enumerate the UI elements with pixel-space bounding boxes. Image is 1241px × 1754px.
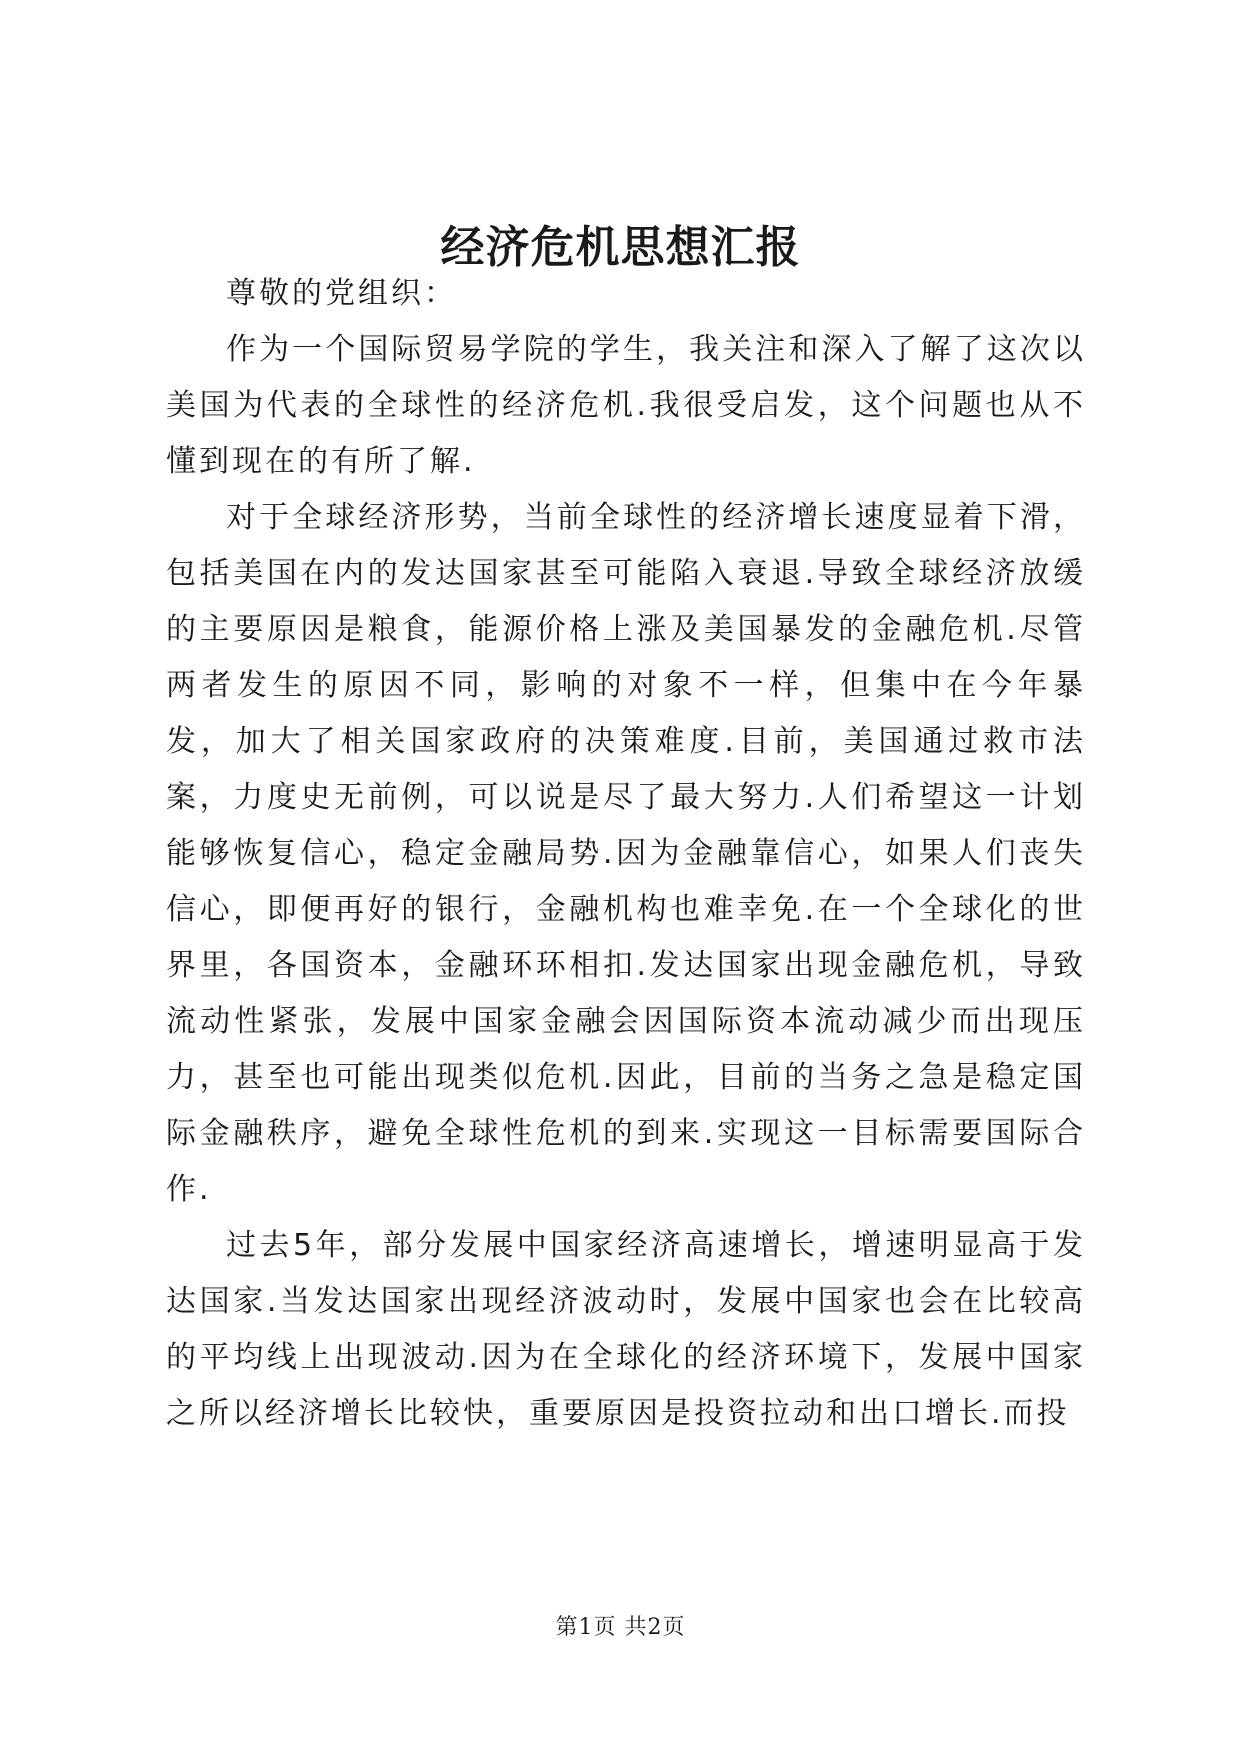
body-paragraph: 作为一个国际贸易学院的学生，我关注和深入了解了这次以美国为代表的全球性的经济危机.我很受启发，这个问题也从不懂到现在的有所了解. <box>166 332 1086 479</box>
document-body <box>166 266 1086 1442</box>
body-paragraph: 过去5年，部分发展中国家经济高速增长，增速明显高于发达国家.当发达国家出现经济波动时，发展中国家也会在比较高的平均线上出现波动.因为在全球化的经济环境下，发展中国家之所以经济增长比较快，重要原因是投资拉动和出口增长.而投 <box>166 1228 1086 1431</box>
salutation-paragraph: 尊敬的党组织： <box>226 276 457 311</box>
page-number-footer: 第1页 共2页 <box>555 1615 686 1640</box>
body-paragraph: 对于全球经济形势，当前全球性的经济增长速度显着下滑，包括美国在内的发达国家甚至可能陷入衰退.导致全球经济放缓的主要原因是粮食，能源价格上涨及美国暴发的金融危机.尽管两者发生的原因不同，影响的对象不一样，但集中在今年暴发，加大了相关国家政府的决策难度.目前，美国通过救市法案，力度史无前例，可以说是尽了最大努力.人们希望这一计划能够恢复信心，稳定金融局势.因为金融靠信心，如果人们丧失信心，即便再好的银行，金融机构也难幸免.在一个全球化的世界里，各国资本，金融环环相扣.发达国家出现金融危机，导致流动性紧张，发展中国家金融会因国际资本流动减少而出现压力，甚至也可能出现类似危机.因此，目前的当务之急是稳定国际金融秩序，避免全球性危机的到来.实现这一目标需要国际合作. <box>166 500 1086 1207</box>
document-title: 经济危机思想汇报 <box>440 222 801 273</box>
